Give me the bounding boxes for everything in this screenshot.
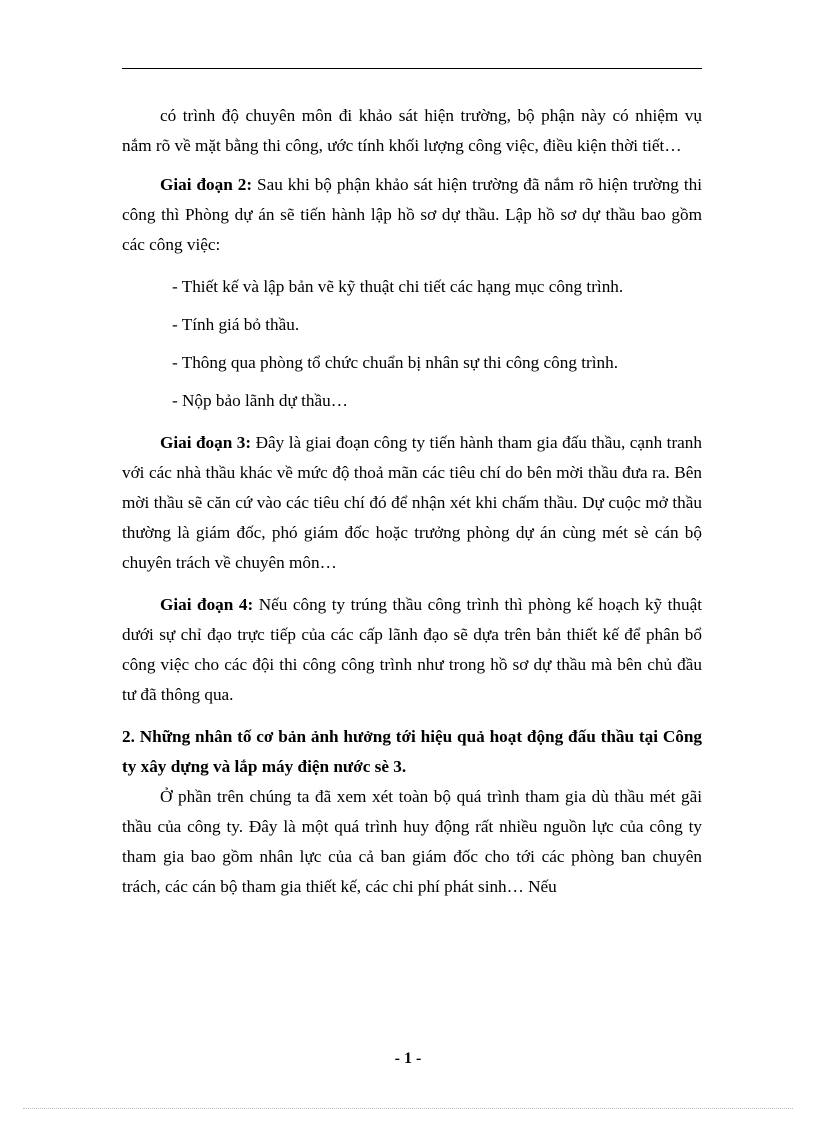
- list-item: - Thiết kế và lập bản vẽ kỹ thuật chi tiết các hạng mục công trình.: [172, 277, 624, 296]
- stage-4-text: Nếu công ty trúng thầu công trình thì phòng kế hoạch kỹ thuật dưới sự chỉ đạo trực tiếp của các cấp lãnh đạo sẽ dựa trên bản thiết kế để phân bổ công việc cho các đội thi công công trình như trong hồ sơ dự thầu mà bên chủ đầu tư đã thông qua.: [122, 595, 702, 704]
- paragraph-stage-3: [122, 428, 702, 578]
- page-number: - 1 -: [394, 1050, 422, 1067]
- header-rule: [122, 68, 702, 69]
- list-item: - Tính giá bỏ thầu.: [172, 315, 300, 334]
- paragraph-stage-2: [122, 170, 702, 260]
- stage-4-label: Giai đoạn 4:: [160, 595, 254, 614]
- paragraph-survey: có trình độ chuyên môn đi khảo sát hiện trường, bộ phận này có nhiệm vụ nắm rõ về mặt bằng thi công, ước tính khối lượng công việc, điều kiện thời tiết…: [122, 106, 702, 155]
- paragraph-overview: Ở phần trên chúng ta đã xem xét toàn bộ quá trình tham gia dù thầu mét gãi thầu của công ty. Đây là một quá trình huy động rất nhiều nguồn lực của công ty tham gia bao gồm nhân lực của cả ban giám đốc cho tới các phòng ban chuyên trách, các cán bộ tham gia thiết kế, các chi phí phát sinh… Nếu: [122, 787, 702, 896]
- stage-2-text: Sau khi bộ phận khảo sát hiện trường đã nắm rõ hiện trường thi công thì Phòng dự án sẽ tiến hành lập hồ sơ dự thầu. Lập hồ sơ dự thầu bao gồm các công việc:: [122, 175, 702, 254]
- list-item: - Thông qua phòng tổ chức chuẩn bị nhân sự thi công công trình.: [172, 353, 619, 372]
- stage-3-text: Đây là giai đoạn công ty tiến hành tham gia đấu thầu, cạnh tranh với các nhà thầu khác về mức độ thoả mãn các tiêu chí do bên mời thầu đưa ra. Bên mời thầu sẽ căn cứ vào các tiêu chí đó để nhận xét khi chấm thầu. Dự cuộc mở thầu thường là giám đốc, phó giám đốc hoặc trưởng phòng dự án cùng mét sè cán bộ chuyên trách về chuyên môn…: [122, 433, 702, 572]
- stage-3-label: Giai đoạn 3:: [160, 433, 252, 452]
- stage-2-label: Giai đoạn 2:: [160, 175, 253, 194]
- list-item: - Nộp bảo lãnh dự thầu…: [172, 391, 348, 410]
- page-body: [122, 101, 702, 902]
- paragraph-stage-4: [122, 590, 702, 710]
- section-heading: 2. Những nhân tố cơ bản ảnh hưởng tới hiệu quả hoạt động đấu thầu tại Công ty xây dựng và lắp máy điện nước sè 3.: [122, 727, 702, 776]
- page-bottom-border: [23, 1108, 793, 1109]
